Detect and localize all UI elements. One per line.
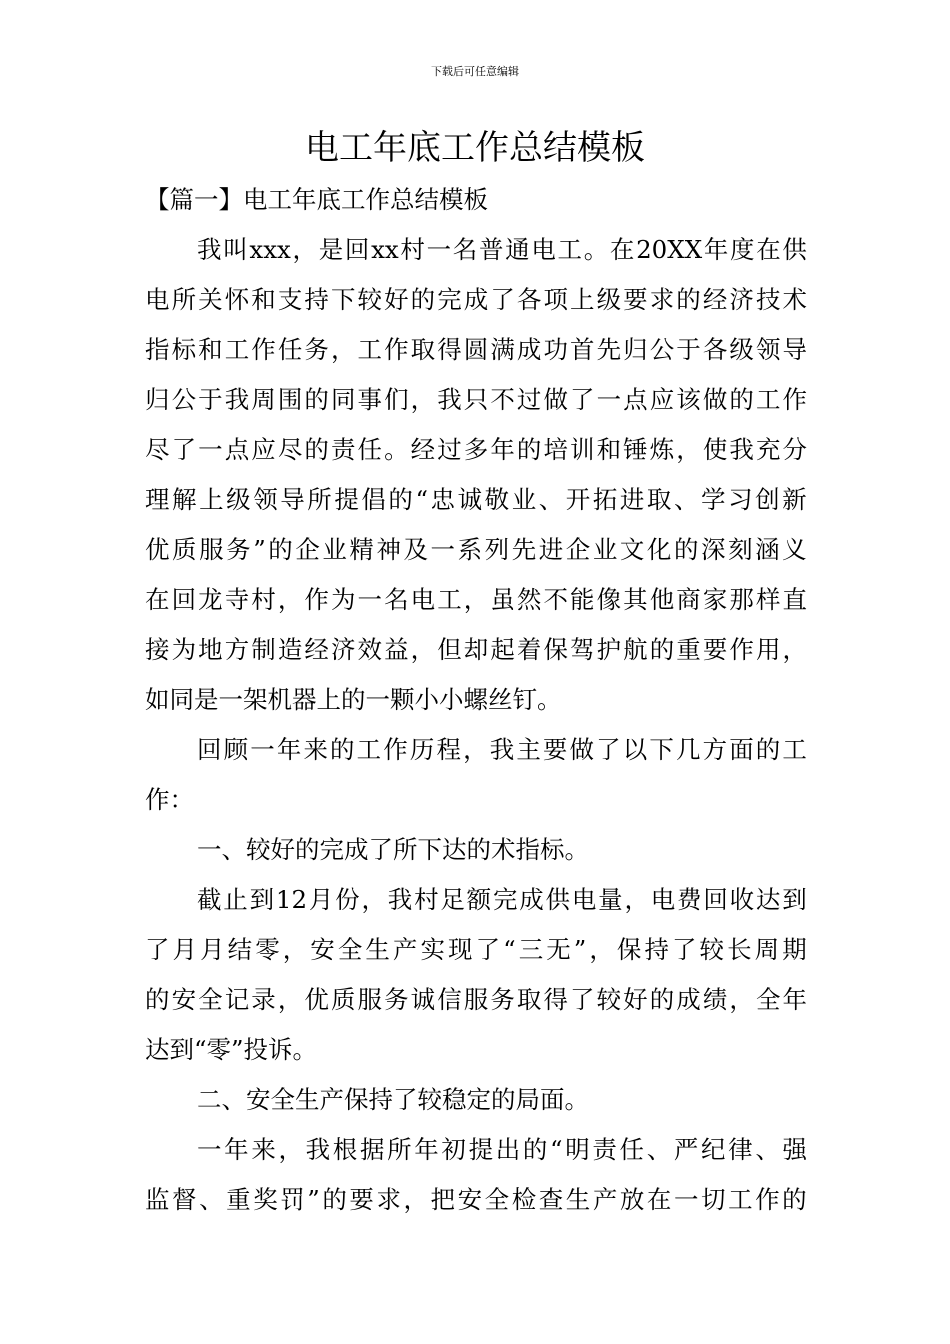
body-text-line: 理 解 上 级 领 导 所 提 倡 的 “ 忠 诚 敬 业 、 开 拓 进 取 、 学 习 创 新	[145, 485, 807, 514]
body-text-line: 在 回 龙 寺 村 ， 作 为 一 名 电 工 ， 虽 然 不 能 像 其 他 商 家 那 样 直	[145, 585, 807, 614]
body-text-line: 如同是一架机器上的一颗小小螺丝钉。	[145, 685, 562, 714]
body-text-line: 的 安 全 记 录 ， 优 质 服 务 诚 信 服 务 取 得 了 较 好 的 成 绩 ， 全 年	[145, 985, 807, 1014]
body-text-line: 作：	[145, 785, 194, 814]
body-text-line: 尽 了 一 点 应 尽 的 责 任 。 经 过 多 年 的 培 训 和 锤 炼 ， 使 我 充 分	[145, 435, 807, 464]
body-text-line: 截 止 到 12 月 份 ， 我 村 足 额 完 成 供 电 量 ， 电 费 回 收 达 到	[197, 885, 807, 914]
section-heading: 二、安全生产保持了较稳定的局面。	[197, 1085, 589, 1114]
body-text-line: 回 顾 一 年 来 的 工 作 历 程 ， 我 主 要 做 了 以 下 几 方 面 的 工	[197, 735, 807, 764]
body-text-line: 归 公 于 我 周 围 的 同 事 们 ， 我 只 不 过 做 了 一 点 应 该 做 的 工 作	[145, 385, 807, 414]
body-text-line: 指 标 和 工 作 任 务 ， 工 作 取 得 圆 满 成 功 首 先 归 公 于 各 级 领 导	[145, 335, 807, 364]
body-text-line: 了 月 月 结 零 ， 安 全 生 产 实 现 了 “ 三 无 ” ， 保 持 了 较 长 周 期	[145, 935, 807, 964]
body-text-line: 优 质 服 务 ” 的 企 业 精 神 及 一 系 列 先 进 企 业 文 化 的 深 刻 涵 义	[145, 535, 807, 564]
header-note: 下载后可任意编辑	[431, 65, 519, 78]
body-text-line: 达到“零”投诉。	[145, 1035, 318, 1064]
body-text-line: 监 督 、 重 奖 罚 ” 的 要 求 ， 把 安 全 检 查 生 产 放 在 一 切 工 作 的	[145, 1185, 807, 1214]
section-subtitle: 【篇一】电工年底工作总结模板	[145, 185, 488, 214]
body-text-line: 电 所 关 怀 和 支 持 下 较 好 的 完 成 了 各 项 上 级 要 求 的 经 济 技 术	[145, 285, 807, 314]
document-body	[145, 175, 807, 1225]
body-text-line: 接 为 地 方 制 造 经 济 效 益 ， 但 却 起 着 保 驾 护 航 的 重 要 作 用 ，	[145, 635, 807, 664]
section-heading: 一、较好的完成了所下达的术指标。	[197, 835, 589, 864]
body-text-line: 我 叫 xxx ， 是 回 xx 村 一 名 普 通 电 工 。 在 20XX 年 度 在 供	[197, 235, 807, 264]
document-title: 电工年底工作总结模板	[305, 128, 645, 168]
body-text-line: 一 年 来 ， 我 根 据 所 年 初 提 出 的 “ 明 责 任 、 严 纪 律 、 强	[197, 1135, 807, 1164]
